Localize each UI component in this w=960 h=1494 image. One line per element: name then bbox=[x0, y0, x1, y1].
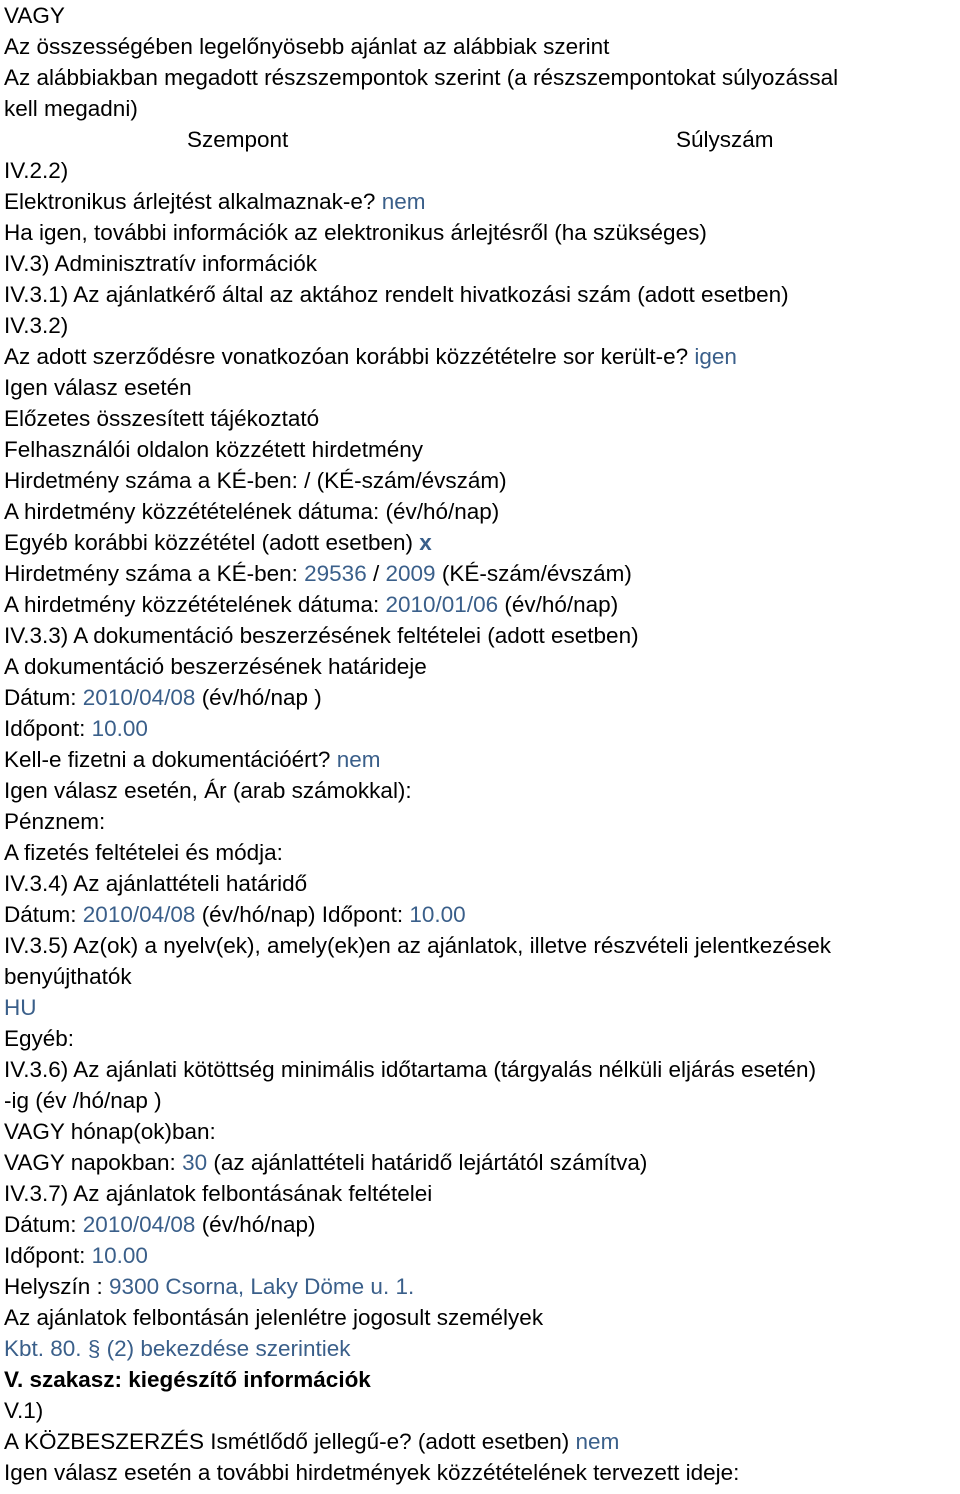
line-if-yes: Igen válasz esetén bbox=[4, 375, 192, 400]
tender-time-label: (év/hó/nap) Időpont: bbox=[201, 902, 404, 927]
line-payment-terms: A fizetés feltételei és módja: bbox=[4, 840, 283, 865]
doc-payment-value: nem bbox=[336, 747, 381, 772]
doc-date-label: Dátum: bbox=[4, 685, 77, 710]
section-sign: § bbox=[87, 1336, 101, 1361]
line-submittable: benyújthatók bbox=[4, 964, 132, 989]
line-kbt-reference bbox=[4, 1333, 956, 1364]
doc-payment-label: Kell-e fizetni a dokumentációért? bbox=[4, 747, 331, 772]
section-iv-3-3: IV.3.3) A dokumentáció beszerzésének feltételei (adott esetben) bbox=[4, 623, 639, 648]
line-attendees: Az ajánlatok felbontásán jelenlétre jogosult személyek bbox=[4, 1305, 544, 1330]
line-until-date: -ig (év /hó/nap ) bbox=[4, 1088, 162, 1113]
tender-date-label: Dátum: bbox=[4, 902, 77, 927]
kbt-ref-b: (2) bekezdése szerintiek bbox=[106, 1336, 351, 1361]
notice-number-suffix: (KÉ-szám/évszám) bbox=[441, 561, 632, 586]
line-doc-time bbox=[4, 713, 956, 744]
line-notice-number bbox=[4, 558, 956, 589]
line-doc-deadline: A dokumentáció beszerzésének határideje bbox=[4, 654, 427, 679]
previous-publication-value: igen bbox=[694, 344, 737, 369]
notice-date-value: 2010/01/06 bbox=[385, 592, 499, 617]
other-publication-mark: x bbox=[419, 530, 432, 555]
section-iv-2-2: IV.2.2) bbox=[4, 158, 69, 183]
days-label: VAGY napokban: bbox=[4, 1150, 176, 1175]
line-award-criteria: Az összességében legelőnyösebb ajánlat az alábbiak szerint bbox=[4, 34, 610, 59]
section-iv-3: IV.3) Adminisztratív információk bbox=[4, 251, 318, 276]
line-subcriteria: Az alábbiakban megadott részszempontok szerint (a részszempontokat súlyozással bbox=[4, 65, 839, 90]
notice-number-value: 29536 bbox=[304, 561, 367, 586]
line-price: Igen válasz esetén, Ár (arab számokkal): bbox=[4, 778, 412, 803]
line-opening-date bbox=[4, 1209, 956, 1240]
opening-date-value: 2010/04/08 bbox=[82, 1212, 196, 1237]
section-iv-3-7: IV.3.7) Az ajánlatok felbontásának feltételei bbox=[4, 1181, 433, 1206]
section-iv-3-6: IV.3.6) Az ajánlati kötöttség minimális időtartama (tárgyalás nélküli eljárás esetén) bbox=[4, 1057, 817, 1082]
line-e-auction bbox=[4, 186, 956, 217]
line-subcriteria-cont: kell megadni) bbox=[4, 96, 138, 121]
other-publication-label: Egyéb korábbi közzététel (adott esetben) bbox=[4, 530, 413, 555]
line-notice-date-empty: A hirdetmény közzétételének dátuma: (év/hó/nap) bbox=[4, 499, 500, 524]
line-buyer-profile: Felhasználói oldalon közzétett hirdetmény bbox=[4, 437, 423, 462]
line-currency: Pénznem: bbox=[4, 809, 106, 834]
line-doc-payment bbox=[4, 744, 956, 775]
notice-date-suffix: (év/hó/nap) bbox=[504, 592, 619, 617]
line-doc-date bbox=[4, 682, 956, 713]
section-iv-3-5: IV.3.5) Az(ok) a nyelv(ek), amely(ek)en az ajánlatok, illetve részvételi jelentkezések bbox=[4, 933, 832, 958]
line-vagy: VAGY bbox=[4, 3, 65, 28]
tender-time-value: 10.00 bbox=[409, 902, 466, 927]
line-prior-info: Előzetes összesített tájékoztató bbox=[4, 406, 320, 431]
e-auction-value: nem bbox=[381, 189, 426, 214]
opening-time-label: Időpont: bbox=[4, 1243, 86, 1268]
section-v-heading: V. szakasz: kiegészítő információk bbox=[4, 1367, 371, 1392]
location-label: Helyszín : bbox=[4, 1274, 103, 1299]
opening-date-suffix: (év/hó/nap) bbox=[201, 1212, 316, 1237]
days-value: 30 bbox=[182, 1150, 208, 1175]
recurring-value: nem bbox=[575, 1429, 620, 1454]
line-future-notices: Igen válasz esetén a további hirdetmények közzétételének tervezett ideje: bbox=[4, 1460, 740, 1485]
line-other-language: Egyéb: bbox=[4, 1026, 75, 1051]
location-value: 9300 Csorna, Laky Döme u. 1. bbox=[109, 1274, 415, 1299]
section-iv-3-1: IV.3.1) Az ajánlatkérő által az aktához rendelt hivatkozási szám (adott esetben) bbox=[4, 282, 789, 307]
header-szempont: Szempont bbox=[187, 127, 289, 152]
line-days bbox=[4, 1147, 956, 1178]
notice-number-sep: / bbox=[372, 561, 380, 586]
section-iv-3-4: IV.3.4) Az ajánlattételi határidő bbox=[4, 871, 308, 896]
opening-time-value: 10.00 bbox=[91, 1243, 148, 1268]
tender-date-value: 2010/04/08 bbox=[82, 902, 196, 927]
doc-date-value: 2010/04/08 bbox=[82, 685, 196, 710]
line-other-publication bbox=[4, 527, 956, 558]
language-value: HU bbox=[4, 995, 37, 1020]
notice-date-label: A hirdetmény közzétételének dátuma: bbox=[4, 592, 380, 617]
line-opening-time bbox=[4, 1240, 956, 1271]
days-suffix: (az ajánlattételi határidő lejártától számítva) bbox=[213, 1150, 648, 1175]
previous-publication-label: Az adott szerződésre vonatkozóan korábbi közzétételre sor került-e? bbox=[4, 344, 689, 369]
doc-time-label: Időpont: bbox=[4, 716, 86, 741]
line-location bbox=[4, 1271, 956, 1302]
line-recurring bbox=[4, 1426, 956, 1457]
section-iv-3-2: IV.3.2) bbox=[4, 313, 69, 338]
opening-date-label: Dátum: bbox=[4, 1212, 77, 1237]
criteria-header-row bbox=[4, 124, 956, 155]
recurring-label: A KÖZBESZERZÉS Ismétlődő jellegű-e? (adott esetben) bbox=[4, 1429, 570, 1454]
section-v-1: V.1) bbox=[4, 1398, 44, 1423]
line-notice-number-empty: Hirdetmény száma a KÉ-ben: / (KÉ-szám/évszám) bbox=[4, 468, 507, 493]
line-previous-publication bbox=[4, 341, 956, 372]
line-months: VAGY hónap(ok)ban: bbox=[4, 1119, 216, 1144]
notice-number-label: Hirdetmény száma a KÉ-ben: bbox=[4, 561, 298, 586]
kbt-ref-a: Kbt. 80. bbox=[4, 1336, 82, 1361]
doc-date-suffix: (év/hó/nap ) bbox=[201, 685, 322, 710]
line-notice-date bbox=[4, 589, 956, 620]
e-auction-label: Elektronikus árlejtést alkalmaznak-e? bbox=[4, 189, 376, 214]
line-tender-deadline bbox=[4, 899, 956, 930]
line-e-auction-info: Ha igen, további információk az elektronikus árlejtésről (ha szükséges) bbox=[4, 220, 707, 245]
header-sulyszam: Súlyszám bbox=[676, 127, 774, 152]
doc-time-value: 10.00 bbox=[91, 716, 148, 741]
notice-year-value: 2009 bbox=[385, 561, 436, 586]
